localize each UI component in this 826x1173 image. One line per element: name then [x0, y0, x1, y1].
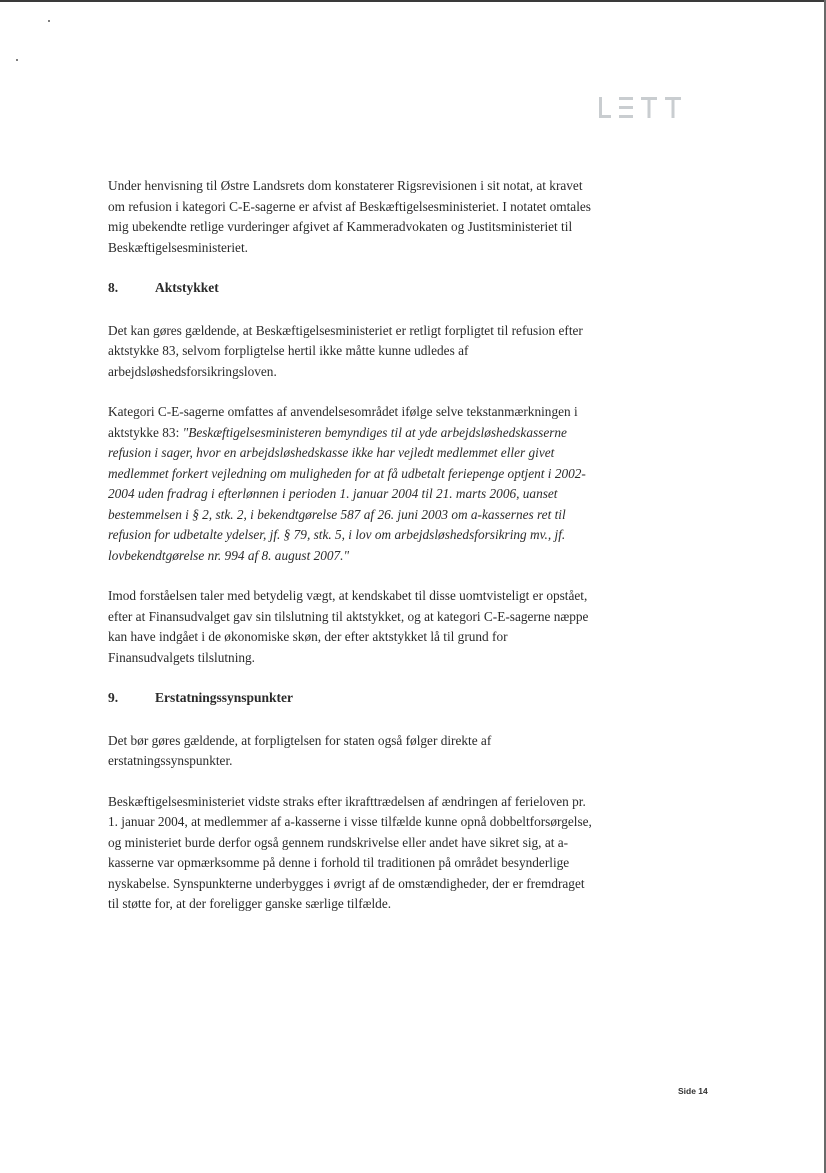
section-9-number: 9. [108, 690, 119, 705]
section-9-paragraph-1: Det bør gøres gældende, at forpligtelsen for staten også følger direkte af erstatningssynspunkter. [108, 732, 492, 768]
page-number: Side 14 [678, 1086, 708, 1096]
scan-speck [48, 20, 50, 22]
lett-logo [597, 94, 697, 122]
section-9-title: Erstatningssynspunkter [155, 690, 294, 705]
section-8-paragraph-1: Det kan gøres gældende, at Beskæftigelsesministeriet er retligt forpligtet til refusion efter aktstykke 83, selvom forpligtelse hertil ikke måtte kunne udledes af arbejdsløshedsforsikringsloven. [108, 322, 583, 379]
aktstykke-quote: "Beskæftigelsesministeren bemyndiges til at yde arbejdsløshedskasserne refusion i sager, hvor en arbejdsløshedskasse ikke har vejledt medlemmet eller givet medlemmet forkert vejledning om muligheden for at få udbetalt feriepenge optjent i 2002-2004 uden fradrag i efterlønnen i perioden 1. januar 2004 til 21. marts 2006, uanset bestemmelsen i § 2, stk. 2, i bekendtgørelse 587 af 26. juni 2003 om a-kassernes ret til refusion for udbetalte ydelser, jf. § 79, stk. 5, i lov om arbejdsløshedsforsikring mv., jf. lovbekendtgørelse nr. 994 af 8. august 2007." [108, 424, 586, 563]
section-8-paragraph-2 [108, 402, 592, 566]
section-8-title: Aktstykket [155, 280, 219, 295]
intro-paragraph: Under henvisning til Østre Landsrets dom konstaterer Rigsrevisionen i sit notat, at kravet om refusion i kategori C-E-sagerne er afvist af Beskæftigelsesministeriet. I notatet omtales mig ubekendte retlige vurderinger afgivet af Kammeradvokaten og Justitsministeriet til Beskæftigelsesministeriet. [108, 178, 591, 255]
section-8-number: 8. [108, 280, 119, 295]
scan-speck [16, 59, 18, 61]
scan-edge-top [0, 0, 826, 2]
section-8-heading [108, 278, 592, 299]
letter-body [108, 176, 592, 915]
section-8-paragraph-3: Imod forståelsen taler med betydelig vægt, at kendskabet til disse uomtvisteligt er opstået, efter at Finansudvalget gav sin tilslutning til aktstykket, og at kategori C-E-sagerne næppe kan have indgået i de økonomiske skøn, der efter aktstykket lå til grund for Finansudvalgets tilslutning. [108, 588, 589, 665]
section-8-paragraph-2-lead: Kategori C-E-sagerne omfattes af anvendelsesområdet ifølge selve tekstanmærkningen i aktstykke 83: [108, 404, 578, 440]
section-9-heading [108, 688, 592, 709]
section-9-paragraph-2: Beskæftigelsesministeriet vidste straks efter ikrafttrædelsen af ændringen af ferieloven pr. 1. januar 2004, at medlemmer af a-kasserne i visse tilfælde kunne opnå dobbeltforsørgelse, og ministeriet burde derfor også gennem rundskrivelse eller andet have sikret sig, at a-kasserne var opmærksomme på denne i forhold til traditionen på området besynderlige nyskabelse. Synspunkterne underbygges i øvrigt af de omstændigheder, der er fremdraget til støtte for, at der foreligger ganske særlige tilfælde. [108, 793, 592, 911]
